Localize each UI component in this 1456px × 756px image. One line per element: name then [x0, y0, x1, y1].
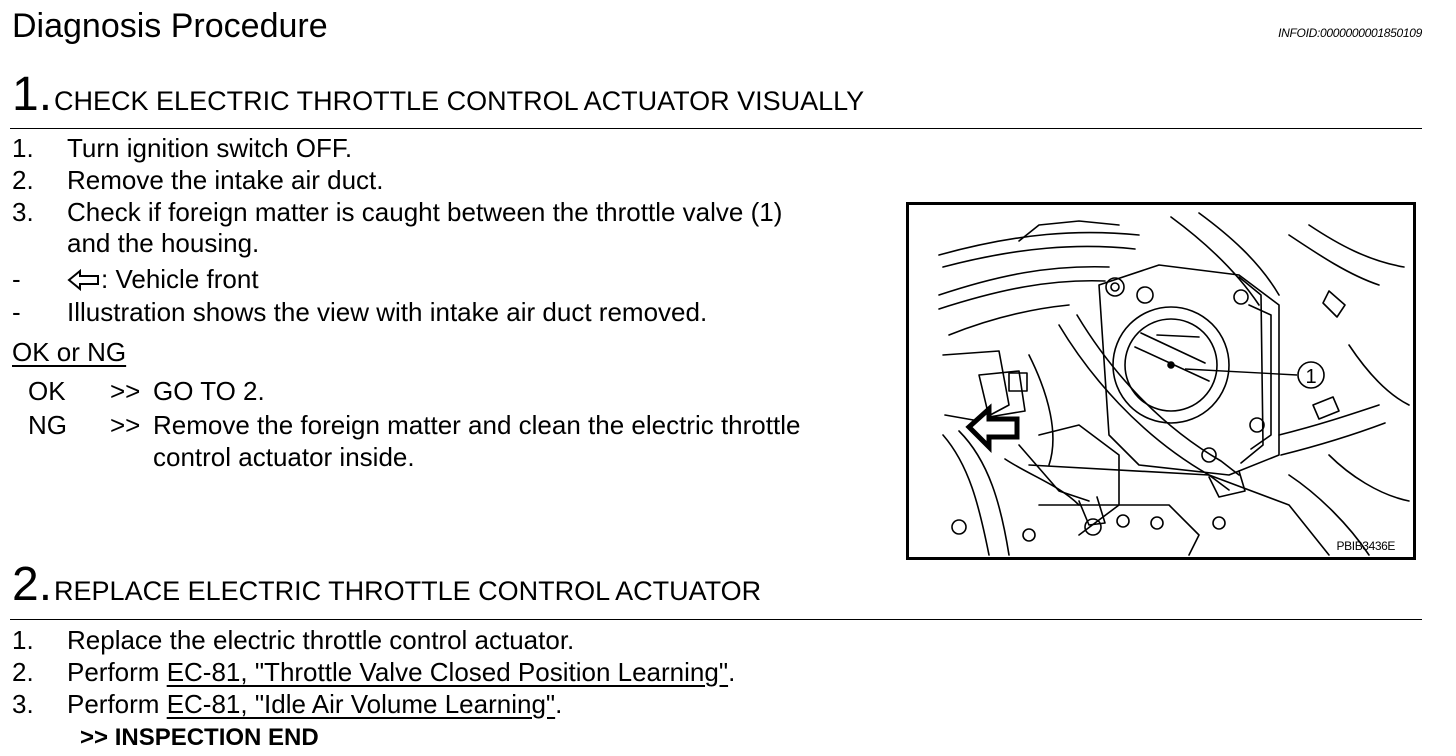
result-title: OK or NG [12, 337, 127, 367]
list-item: 3. Perform EC-81, "Idle Air Volume Learning". [12, 689, 563, 719]
step2-title: REPLACE ELECTRIC THROTTLE CONTROL ACTUATOR [54, 576, 762, 606]
result-ng-cont: control actuator inside. [153, 442, 415, 472]
page-title: Diagnosis Procedure [12, 7, 328, 45]
step2-divider [10, 619, 1422, 620]
callout-number: 1 [1305, 366, 1317, 388]
result-ok: OK >> GO TO 2. [28, 376, 265, 406]
inspection-end: >> INSPECTION END [80, 724, 319, 751]
vehicle-front-arrow-icon [67, 269, 101, 291]
list-item: 2. Perform EC-81, "Throttle Valve Closed Position Learning". [12, 657, 736, 687]
list-item: 3. Check if foreign matter is caught between the throttle valve (1) [12, 197, 783, 227]
step2-number: 2. [12, 558, 53, 611]
list-item: 1. Turn ignition switch OFF. [12, 133, 353, 163]
list-item: and the housing. [67, 228, 260, 258]
info-id: INFOID:0000000001850109 [1278, 26, 1422, 40]
list-item: 2. Remove the intake air duct. [12, 165, 384, 195]
engine-bay-drawing [909, 205, 1413, 557]
step1-number: 1. [12, 68, 53, 121]
figure-code: PBIB3436E [1336, 539, 1395, 553]
link-idle-air-volume-learning[interactable]: EC-81, "Idle Air Volume Learning" [166, 689, 556, 719]
result-ng: NG >> Remove the foreign matter and clean the electric throttle [28, 410, 801, 440]
throttle-actuator-illustration [906, 202, 1416, 560]
step1-title: CHECK ELECTRIC THROTTLE CONTROL ACTUATOR VISUALLY [54, 86, 865, 116]
list-item: 1. Replace the electric throttle control actuator. [12, 625, 575, 655]
list-item: - Illustration shows the view with intake air duct removed. [12, 297, 708, 327]
list-item-vehicle-front: - : Vehicle front [12, 264, 259, 294]
step1-heading [12, 68, 865, 121]
step2-heading [12, 558, 762, 611]
step1-divider [10, 128, 1422, 129]
vehicle-front-indicator-icon [969, 409, 1017, 447]
link-throttle-valve-closed-position-learning[interactable]: EC-81, "Throttle Valve Closed Position Learning" [166, 657, 729, 687]
